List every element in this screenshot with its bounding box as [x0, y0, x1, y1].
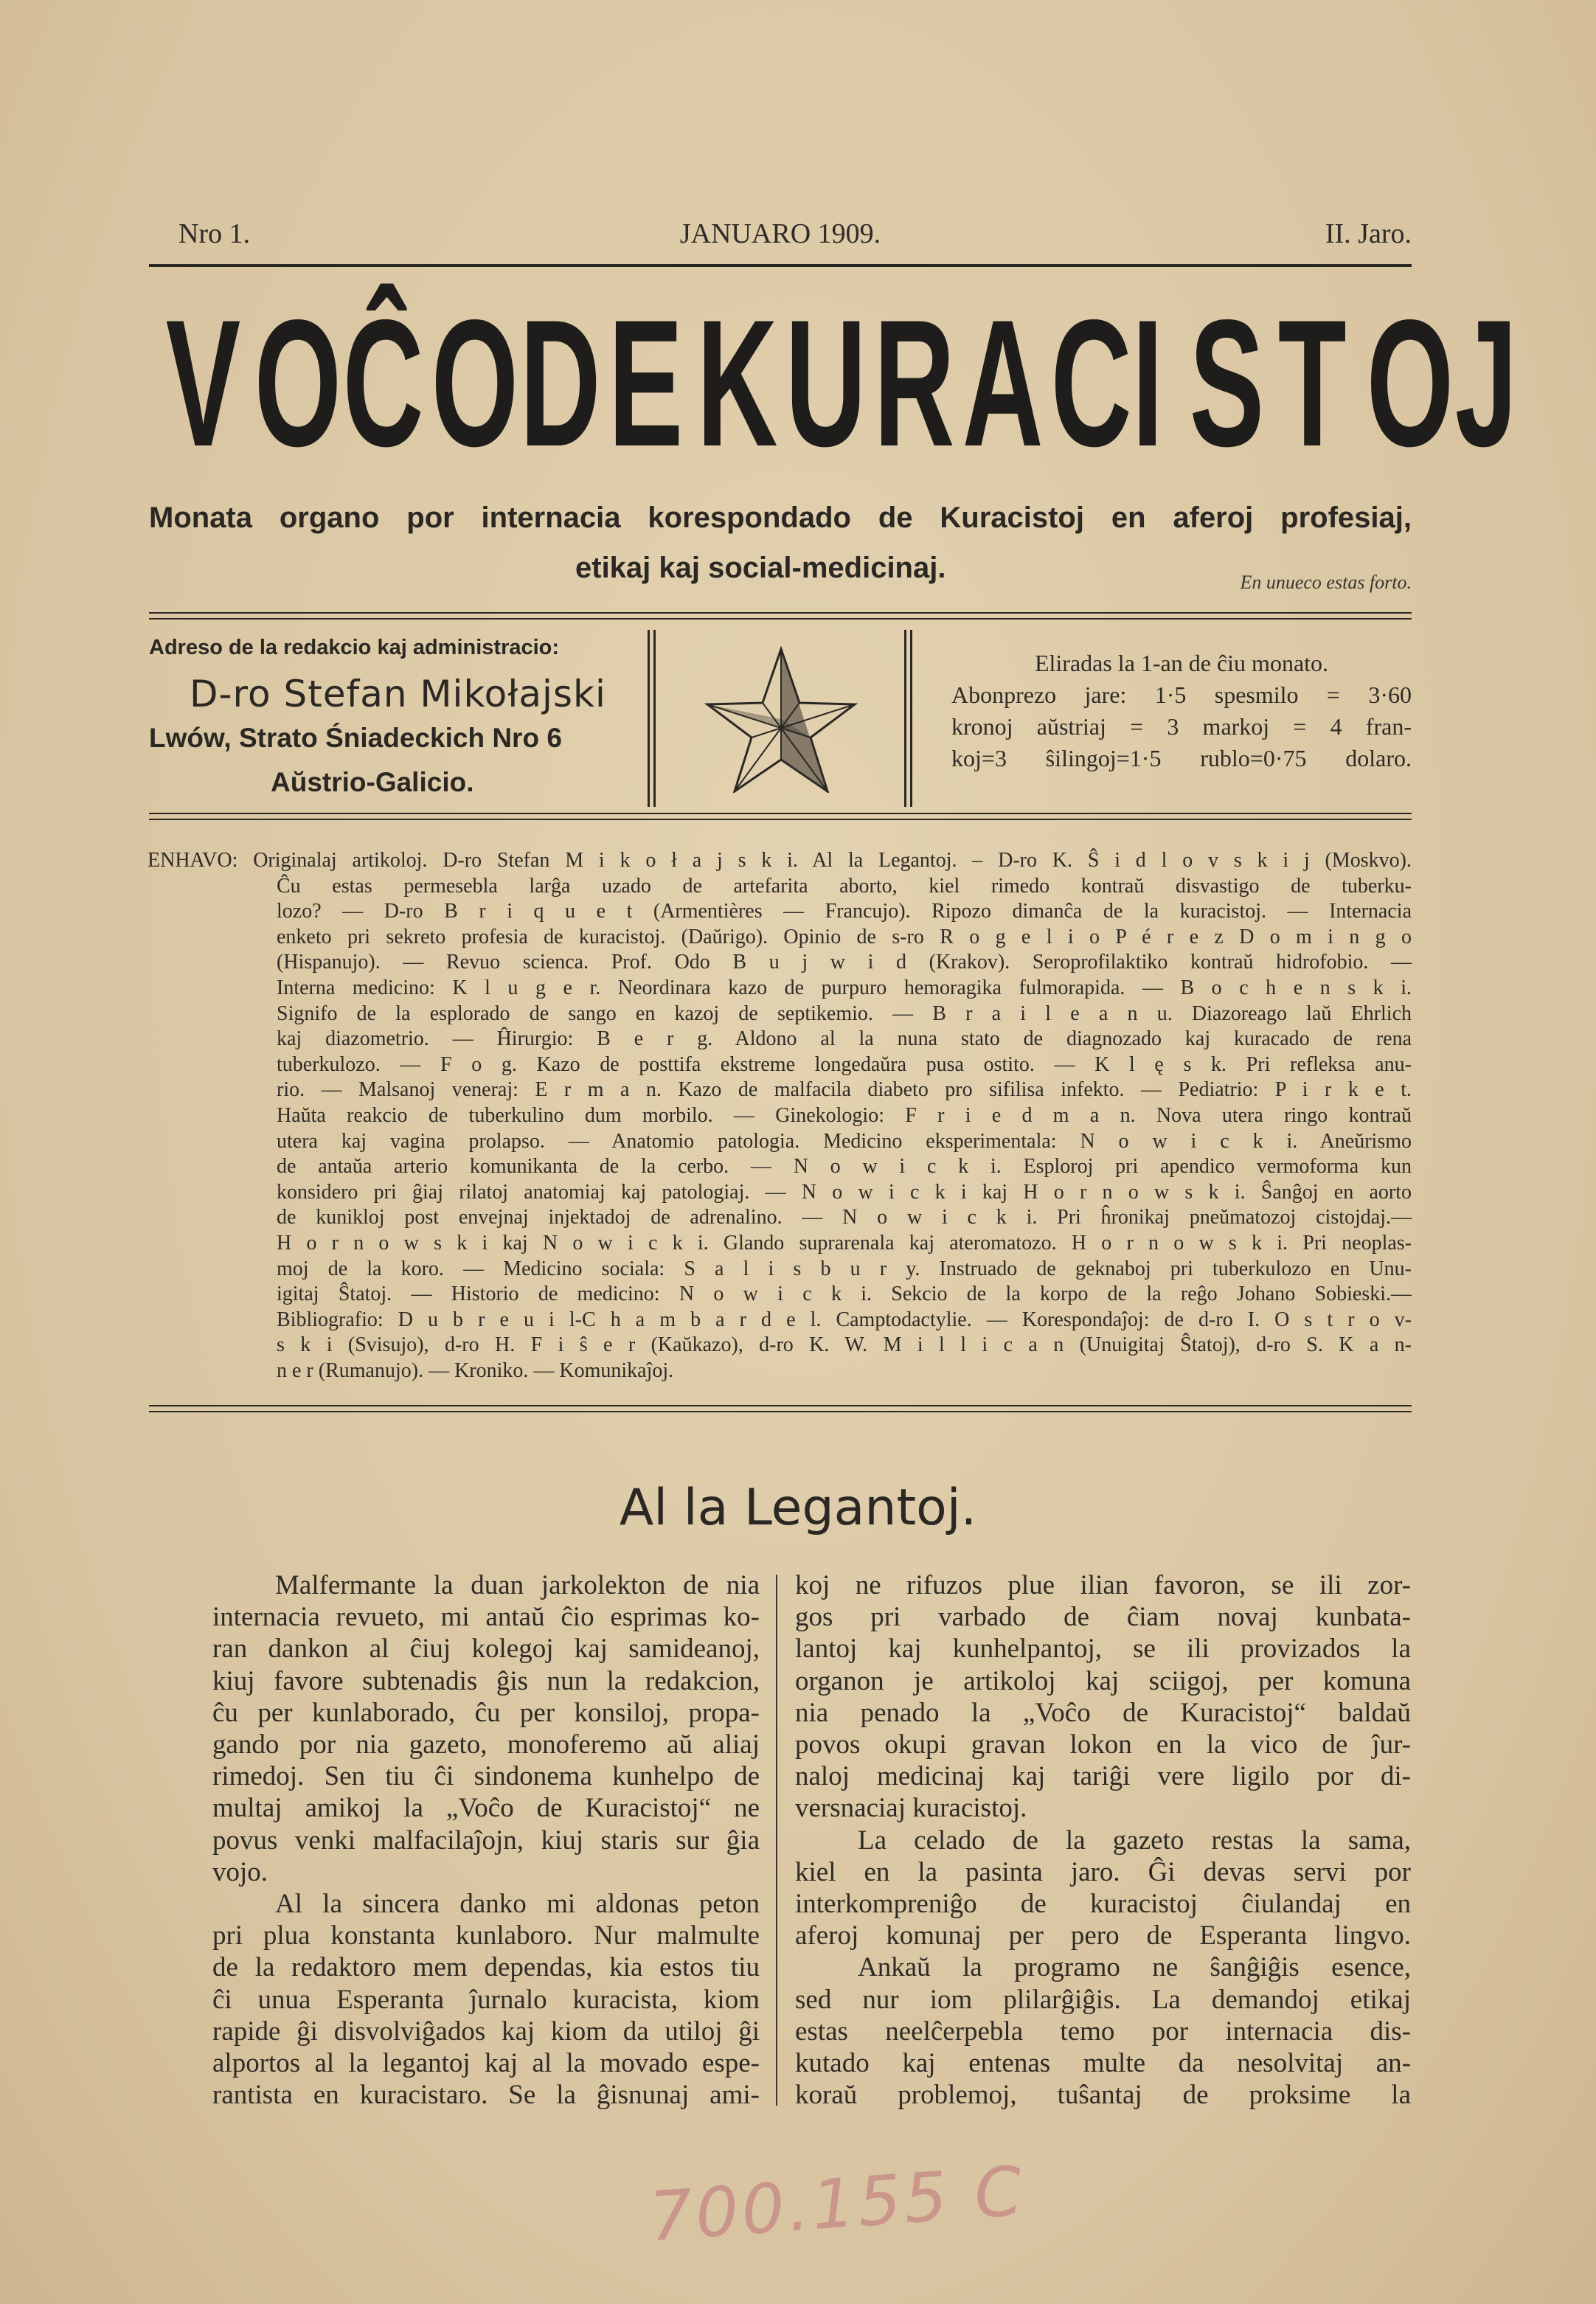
article-line: kiel en la pasinta jaro. Ĝi devas servi por — [795, 1856, 1411, 1887]
info-box-divider-left — [648, 630, 650, 807]
contents-line: Signifo de la esplorado de sango en kazoj de septikemio. — B r a i l e a n u. Diazoreago laŭ Ehrlich — [277, 1002, 1412, 1025]
article-line: kiuj favore subtenadis ĝis nun la redakcion, — [212, 1665, 760, 1696]
contents-line: s k i (Svisujo), d-ro H. F i ŝ e r (Kaŭkazo), d-ro K. W. M i l l i c a n (Unuigitaj Ŝtatoj), d-ro S. K a n- — [277, 1333, 1412, 1357]
green-star-icon — [704, 645, 858, 793]
article-line: ĉu per kunlaborado, ĉu per konsiloj, propa- — [212, 1697, 760, 1728]
article-line: multaj amikoj la „Voĉo de Kuracistoj“ ne — [212, 1793, 760, 1824]
masthead-letter: D — [519, 282, 601, 484]
masthead-letter: E — [608, 282, 684, 484]
library-stamp: 700.155 C — [646, 2151, 1028, 2257]
contents-line: rio. — Malsanoj veneraj: E r m a n. Kazo de malfacila diabeto pro sifilisa infekto. — Pediatrio: P i r k e t. — [277, 1078, 1412, 1102]
masthead-letter: T — [1277, 282, 1347, 484]
article-line: koj ne rifuzos plue ilian favoron, se ili zor- — [795, 1570, 1411, 1600]
subscription-info — [951, 648, 1412, 774]
article-line: vojo. — [212, 1856, 268, 1887]
contents-line: Bibliografio: D u b r e u i l-C h a m b a r d e l. Camptodactylie. — Korespondaĵoj: de d-ro I. O s t r o v- — [277, 1308, 1412, 1331]
info-box-divider-left-2 — [653, 630, 656, 807]
info-box-top-rule-2 — [149, 618, 1412, 620]
article-line: Malfermante la duan jarkolekton de nia — [275, 1570, 760, 1600]
masthead-letter: K — [696, 282, 778, 484]
issue-year: II. Jaro. — [1325, 218, 1412, 249]
masthead-letter: J — [1454, 282, 1518, 484]
contents-line: kaj diazometrio. — Ĥirurgio: B e r g. Aldono al la nuna stato de diagnozado kaj kuracado de rena — [277, 1027, 1412, 1051]
contents-line: ENHAVO: Originalaj artikoloj. D-ro Stefan M i k o ł a j s k i. Al la Legantoj. – D-ro K. Ŝ i d l o v s k i j (Moskvo). — [148, 849, 1412, 872]
subscription-line: Abonprezo jare: 1·5 spesmilo = 3·60 — [951, 681, 1412, 708]
table-of-contents — [148, 848, 1412, 1384]
article-column-left — [212, 1569, 760, 2111]
contents-line: utera kaj vagina prolapso. — Anatomio patologia. Medicino eksperimentala: N o w i c k i. Aneŭrismo — [277, 1129, 1412, 1153]
contents-line: H o r n o w s k i kaj N o w i c k i. Glando suprarenala kaj ateromatozo. H o r n o w s k i. Pri neoplas- — [277, 1231, 1412, 1255]
article-line: Ankaŭ la programo ne ŝanĝiĝis esence, — [858, 1952, 1411, 1983]
contents-line: Interna medicino: K l u g e r. Neordinara kazo de purpuro hemoragika fulmorapida. — B o c h e n s k i. — [277, 976, 1412, 999]
article-title: Al la Legantoj. — [619, 1479, 977, 1537]
issue-date: JANUARO 1909. — [679, 218, 881, 249]
masthead-letter: U — [785, 282, 867, 484]
article-line: interkompreniĝo de kuracistoj ĉiulandaj en — [795, 1889, 1411, 1920]
info-box-bottom-rule-2 — [149, 819, 1412, 820]
editor-name: D-ro Stefan Mikołajski — [190, 673, 606, 715]
contents-rule — [149, 1405, 1412, 1406]
subscription-line: kronoj aŭstriaj = 3 markoj = 4 fran- — [951, 713, 1412, 740]
contents-line: (Hispanujo). — Revuo scienca. Prof. Odo B u j w i d (Krakov). Seroprofilaktiko kontraŭ hidrofobio. — — [277, 951, 1412, 974]
contents-rule-2 — [149, 1411, 1412, 1412]
article-line: sed nur iom plilarĝiĝis. La demandoj etikaj — [795, 1984, 1411, 2015]
article-line: internacia revueto, mi antaŭ ĉio esprimas ko- — [212, 1602, 760, 1633]
column-separator — [776, 1575, 777, 2106]
address-street: Lwów, Strato Śniadeckich Nro 6 — [149, 723, 562, 753]
article-line: rantista en kuracistaro. Se la ĝisnunaj ami- — [212, 2080, 760, 2111]
article-line: naloj medicinaj kaj tariĝi vere ligilo por di- — [795, 1761, 1411, 1792]
article-line: gando por nia gazeto, monoferemo aŭ aliaj — [212, 1729, 760, 1760]
motto: En unueco estas forto. — [1240, 572, 1412, 593]
article-line: La celado de la gazeto restas la sama, — [858, 1825, 1411, 1856]
contents-line: konsidero pri ĝiaj rilatoj anatomiaj kaj patologiaj. — N o w i c k i kaj H o r n o w s k i. Ŝanĝoj en aorto — [277, 1180, 1412, 1204]
article-column-right — [795, 1569, 1411, 2111]
masthead-letter: I — [1131, 282, 1164, 484]
issue-header — [149, 218, 1412, 254]
article-line: lantoj kaj kunhelpantoj, se ili provizados la — [795, 1634, 1411, 1665]
contents-line: de kunikloj post envejnaj injektadoj de adrenalino. — N o w i c k i. Pri ĥronikaj pneŭmatozoj cistojdaj.— — [277, 1206, 1412, 1229]
article-line: nia penado la „Voĉo de Kuracistoj“ baldaŭ — [795, 1697, 1411, 1728]
article-line: povus venki malfacilaĵojn, kiuj staris sur ĝia — [212, 1825, 760, 1856]
masthead-letter: C — [1050, 282, 1132, 484]
article-line: versnaciaj kuracistoj. — [795, 1793, 1027, 1824]
masthead-letter: Ĉ — [342, 282, 424, 484]
contents-line: Ĉu estas permesebla larĝa uzado de artefarita aborto, kiel rimedo kontraŭ disvastigo de tuberku- — [277, 874, 1412, 898]
info-box-divider-right-2 — [910, 630, 912, 807]
article-line: aferoj komunaj per pero de Esperanta lingvo. — [795, 1920, 1411, 1951]
info-box-divider-right — [904, 630, 906, 807]
subtitle-line-1: Monata organo por internacia korespondado de Kuracistoj en aferoj profesiaj, — [149, 502, 1412, 534]
article-line: Al la sincera danko mi aldonas peton — [275, 1889, 760, 1920]
article-line: gos pri varbado de ĉiam novaj kunbata- — [795, 1602, 1411, 1633]
info-box-bottom-rule — [149, 813, 1412, 814]
info-box-top-rule — [149, 612, 1412, 614]
article-line: organon je artikoloj kaj sciigoj, per komuna — [795, 1665, 1411, 1696]
article-line: rimedoj. Sen tiu ĉi sindonema kunhelpo de — [212, 1761, 760, 1792]
contents-line: Haŭta reakcio de tuberkulino dum morbilo. — Ginekologio: F r i e d m a n. Nova utera ringo kontraŭ — [277, 1103, 1412, 1127]
contents-line: n e r (Rumanujo). — Kroniko. — Komunikaĵoj. — [277, 1359, 674, 1382]
masthead-letter: R — [873, 282, 955, 484]
info-box — [149, 612, 1412, 822]
contents-line: igitaj Ŝtatoj. — Historio de medicino: N o w i c k i. Sekcio de la korpo de la reĝo Johano Sobieski.— — [277, 1283, 1412, 1306]
article-line: ran dankon al ĉiuj kolegoj kaj samideanoj, — [212, 1634, 760, 1665]
contents-line: tuberkulozo. — F o g. Kazo de posttifa ekstreme longedaŭra pusa ostito. — K l ę s k. Pri refleksa anu- — [277, 1052, 1412, 1076]
contents-line: de antaŭa arterio komunikanta de la cerbo. — N o w i c k i. Esploroj pri apendico vermoforma kun — [277, 1155, 1412, 1179]
subtitle-line-2: etikaj kaj social-medicinaj. — [575, 552, 946, 584]
masthead-letter: A — [962, 282, 1044, 484]
article-line: rapide ĝi disvolviĝados kaj kiom da utiloj ĝi — [212, 2016, 760, 2047]
contents-line: lozo? — D-ro B r i q u e t (Armentières — Francujo). Ripozo dimanĉa de la kuracistoj. — Internacia — [277, 900, 1412, 923]
subscription-line: koj=3 ŝilingoj=1·5 rublo=0·75 dolaro. — [951, 745, 1412, 771]
article-line: povos okupi gravan lokon en la vico de ĵur- — [795, 1729, 1411, 1760]
article-line: de la redaktoro mem dependas, kia estos tiu — [212, 1952, 760, 1983]
contents-line: moj de la koro. — Medicino sociala: S a l i s b u r y. Instruado de geknaboj pri tuberkulozo en Unu- — [277, 1257, 1412, 1280]
article-line: alportos al la legantoj kaj al la movado espe- — [212, 2048, 760, 2079]
contents-line: enketo pri sekreto profesia de kuracistoj. (Daŭrigo). Opinio de s-ro R o g e l i o P é r e z D o m i n g o — [277, 925, 1412, 948]
subscription-line: Eliradas la 1-an de ĉiu monato. — [1034, 650, 1329, 676]
address-title: Adreso de la redakcio kaj administracio: — [149, 636, 560, 659]
masthead-letter: O — [254, 282, 341, 484]
masthead-letter: O — [431, 282, 518, 484]
header-rule — [149, 264, 1412, 267]
address-country: Aŭstrio-Galicio. — [271, 767, 474, 797]
article-line: pri plua konstanta kunlaboro. Nur malmulte — [212, 1920, 760, 1951]
issue-number: Nro 1. — [178, 218, 251, 249]
masthead-letter: O — [1366, 282, 1454, 484]
masthead-letter: S — [1189, 282, 1265, 484]
article-line: estas neelĉerpebla temo por internacia dis- — [795, 2016, 1411, 2047]
article-line: kutado kaj entenas multe da nesolvitaj an- — [795, 2048, 1411, 2079]
masthead-title — [149, 282, 1518, 485]
masthead-letter: V — [165, 282, 241, 484]
article-line: koraŭ problemoj, tuŝantaj de proksime la — [795, 2080, 1411, 2111]
article-line: ĉi unua Esperanta ĵurnalo kuracista, kiom — [212, 1984, 760, 2015]
